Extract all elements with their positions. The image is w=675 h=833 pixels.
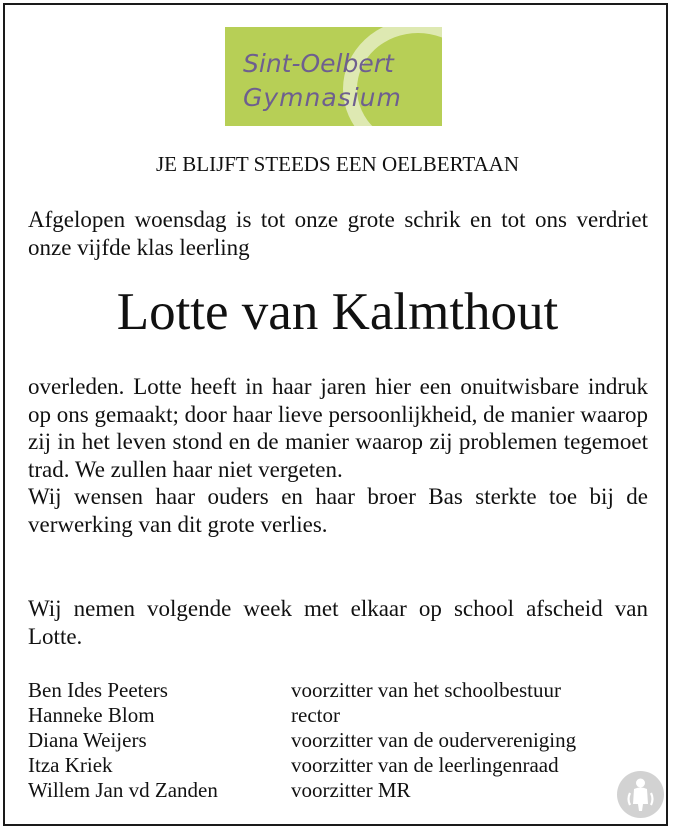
body-text-2: Wij wensen haar ouders en haar broer Bas sterkte toe bij de verwerking van dit grote verlies. (28, 484, 648, 537)
signatory-row (28, 703, 658, 728)
signatory-role: voorzitter van de oudervereniging (291, 728, 577, 752)
memorial-figure-icon (617, 771, 664, 818)
body-text-1: overleden. Lotte heeft in haar jaren hier een onuitwisbare indruk op ons gemaakt; door haar lieve persoonlijkheid, de manier waarop zij in het leven stond en de manier waarop zij problemen tegemoet trad. We zullen haar niet vergeten. (28, 374, 648, 482)
signatory-name: Itza Kriek (28, 753, 113, 777)
school-logo (225, 27, 442, 126)
signatory-row (28, 728, 658, 753)
signatory-row (28, 678, 658, 703)
signatories-list (28, 678, 658, 803)
signatory-name: Hanneke Blom (28, 703, 155, 727)
signatory-role: voorzitter van het schoolbestuur (291, 678, 562, 702)
deceased-name: Lotte van Kalmthout (116, 283, 559, 341)
body-paragraph (28, 373, 648, 538)
signatory-role: rector (291, 703, 340, 727)
signatory-row (28, 753, 658, 778)
logo-text-line1: Sint-Oelbert (243, 49, 394, 78)
farewell-paragraph: Wij nemen volgende week met elkaar op school afscheid van Lotte. (28, 596, 648, 649)
signatory-role: voorzitter van de leerlingenraad (291, 753, 559, 777)
signatory-role: voorzitter MR (291, 778, 411, 802)
signatory-row (28, 778, 658, 803)
signatory-name: Ben Ides Peeters (28, 678, 168, 702)
logo-text-line2: Gymnasium (243, 83, 402, 112)
notice-heading: JE BLIJFT STEEDS EEN OELBERTAAN (156, 152, 519, 176)
signatory-name: Diana Weijers (28, 728, 147, 752)
intro-paragraph: Afgelopen woensdag is tot onze grote schrik en tot ons verdriet onze vijfde klas leerling (28, 207, 648, 260)
signatory-name: Willem Jan vd Zanden (28, 778, 218, 802)
